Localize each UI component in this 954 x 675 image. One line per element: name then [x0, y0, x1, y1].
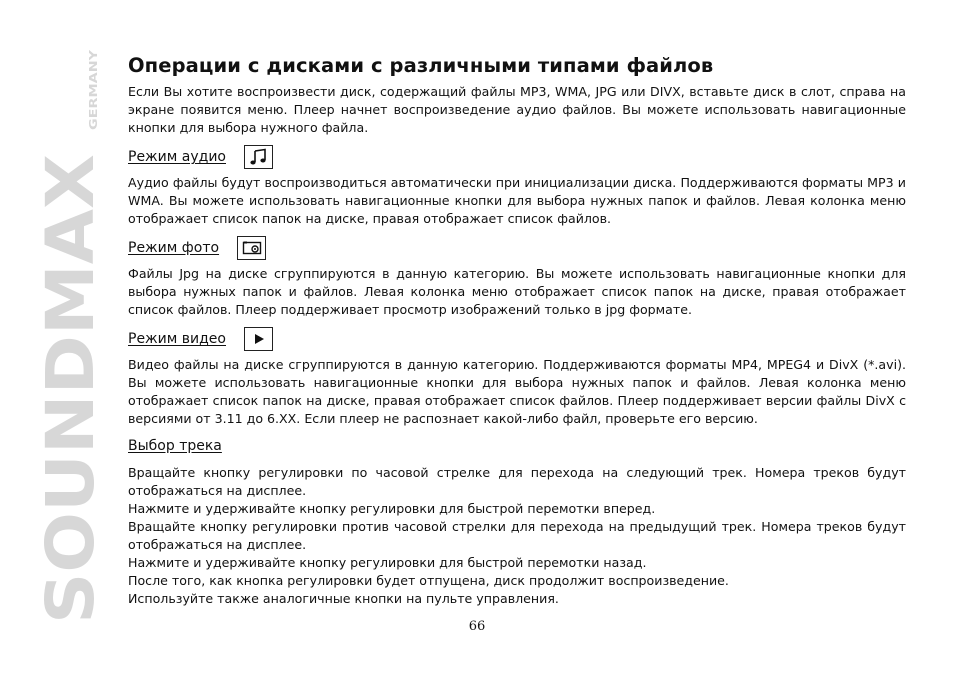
brand-logo-subtext: GERMANY [87, 68, 100, 130]
section-text-video: Видео файлы на диске сгруппируются в данную категорию. Поддерживаются форматы MP4, MPEG4 и DivX (*.avi). Вы можете использовать навигационные кнопки для выбора нужных папок и файлов. Левая колонка меню отображает список папок на диске, правая отображает список файлов. Плеер поддерживает версии файлы DivX с версиями от 3.11 до 6.XX. Если плеер не распознает какой-либо файл, проверьте его версию. [128, 357, 906, 426]
track-line: Вращайте кнопку регулировки по часовой стрелке для перехода на следующий трек. Номера треков будут отображаться на дисплее. [128, 465, 906, 498]
track-line: Вращайте кнопку регулировки против часовой стрелки для перехода на предыдущий трек. Номера треков будут отображаться на дисплее. [128, 519, 906, 552]
photo-icon [237, 236, 266, 260]
section-heading-track: Выбор трека [128, 438, 222, 454]
page-number: 66 [468, 619, 486, 634]
section-text-track [128, 464, 906, 608]
section-photo-header [128, 234, 906, 262]
page-title: Операции с дисками с различными типами файлов [128, 54, 714, 77]
intro-paragraph: Если Вы хотите воспроизвести диск, содержащий файлы MP3, WMA, JPG или DIVX, вставьте диск в слот, справа на экране появится меню. Плеер начнет воспроизведение аудио файлов. Вы можете использовать навигационные кнопки для выбора нужного файла. [128, 84, 906, 135]
section-text-photo: Файлы Jpg на диске сгруппируются в данную категорию. Вы можете использовать навигационные кнопки для выбора нужных папок и файлов. Левая колонка меню отображает список папок на диске, правая отображает список файлов. Плеер поддерживает просмотр изображений только в jpg формате. [128, 266, 906, 317]
section-text-audio: Аудио файлы будут воспроизводиться автоматически при инициализации диска. Поддерживаются форматы MP3 и WMA. Вы можете использовать навигационные кнопки для выбора нужных папок и файлов. Левая колонка меню отображает список папок на диске, правая отображает список файлов. [128, 175, 906, 226]
section-audio-header [128, 143, 906, 171]
section-heading-video: Режим видео [128, 331, 226, 347]
brand-logo-text: SOUNDMAX [32, 189, 109, 624]
brand-logo [32, 44, 109, 624]
section-heading-photo: Режим фото [128, 240, 220, 256]
section-video-header [128, 325, 906, 353]
music-note-icon [244, 145, 273, 169]
track-line: Нажмите и удерживайте кнопку регулировки для быстрой перемотки вперед. [128, 501, 656, 516]
track-line: Нажмите и удерживайте кнопку регулировки для быстрой перемотки назад. [128, 555, 647, 570]
section-heading-audio: Режим аудио [128, 149, 226, 165]
track-line: Используйте также аналогичные кнопки на пульте управления. [128, 591, 559, 606]
page-content [128, 54, 906, 608]
track-line: После того, как кнопка регулировки будет отпущена, диск продолжит воспроизведение. [128, 573, 729, 588]
play-icon [244, 327, 273, 351]
section-track-header [128, 432, 906, 460]
